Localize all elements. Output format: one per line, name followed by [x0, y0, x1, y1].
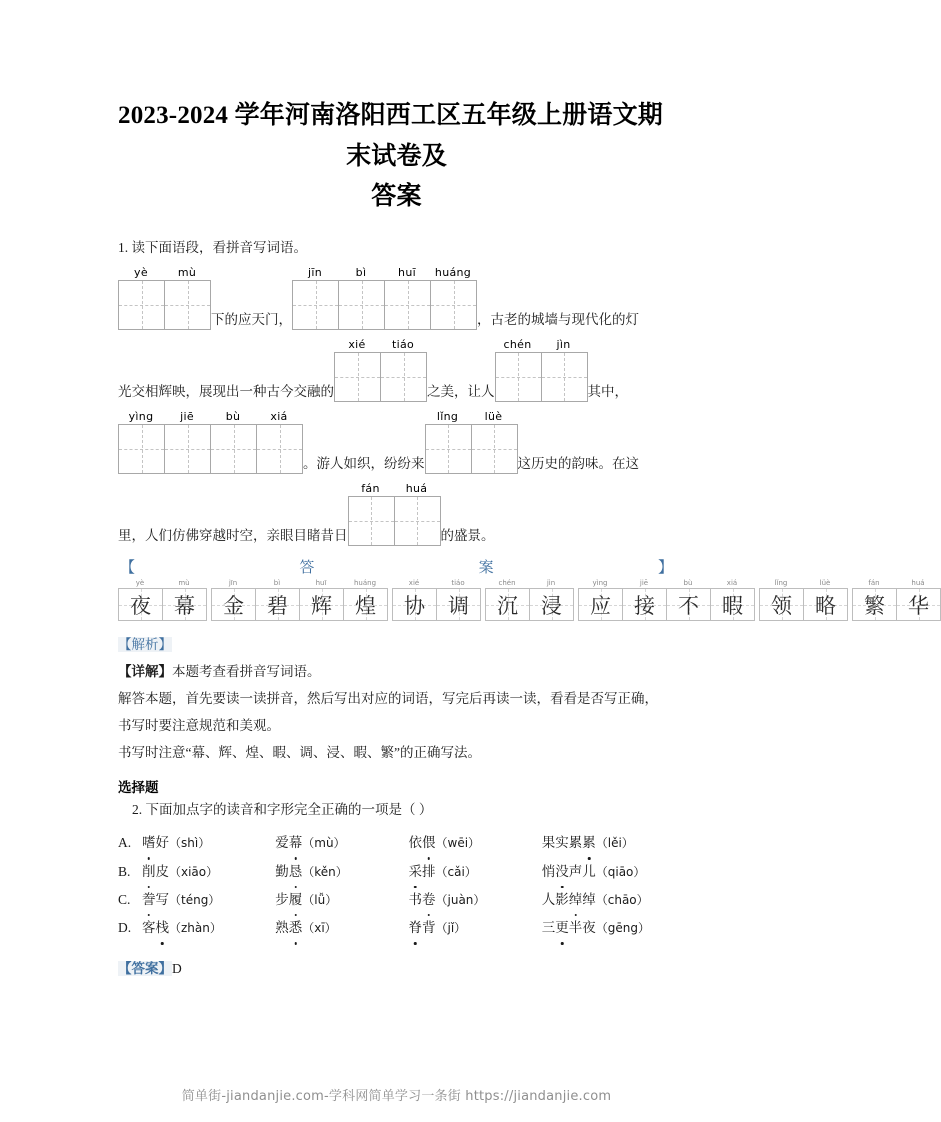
answer-character: 协: [404, 593, 425, 618]
answer-grid-row: [118, 579, 929, 621]
answer-pinyin-label: chén: [498, 579, 516, 588]
dotted-character: 誊: [142, 886, 156, 914]
word-prefix: 三: [541, 920, 556, 936]
option-word-entry: [142, 914, 275, 942]
dotted-character: 悉: [289, 914, 303, 942]
answer-word-group: [485, 579, 574, 621]
option-word-entry: [142, 858, 275, 886]
pinyin-label: huá: [405, 482, 428, 496]
answer-character: 华: [908, 593, 929, 618]
tianzige-blank-group[interactable]: [118, 266, 211, 330]
cloze-text: 里，人们仿佛穿越时空，亲眼目睹昔日: [118, 528, 348, 544]
answer-pinyin-label: tiáo: [451, 579, 465, 588]
answer-pinyin-row: [852, 579, 941, 588]
section-heading-choice: 选择题: [118, 780, 159, 796]
tianzige-cell[interactable]: [542, 353, 588, 401]
option-pinyin: （jǐ）: [435, 921, 467, 936]
option-word-entry: [542, 886, 675, 914]
question-1-stem: 1. 读下面语段，看拼音写词语。: [118, 239, 307, 255]
answer-bracket-open: 【: [120, 560, 136, 577]
option-pinyin: （shì）: [169, 836, 211, 851]
tianzige-cell[interactable]: [385, 281, 431, 329]
pinyin-label: tiáo: [391, 338, 415, 352]
page-content: [0, 236, 929, 977]
answer-pinyin-label: fán: [868, 579, 880, 588]
option-items: [142, 886, 675, 914]
answer-cells: [118, 588, 207, 621]
answer-cell: [437, 589, 481, 620]
answer-pinyin-label: huī: [315, 579, 327, 588]
answer-character: 繁: [864, 593, 885, 618]
option-items: [142, 858, 675, 886]
answer-character: 碧: [267, 593, 288, 618]
option-pinyin: （wēi）: [435, 836, 481, 851]
word-suffix: 声儿: [568, 863, 596, 879]
answer-character: 接: [634, 593, 655, 618]
answer-word-group: [392, 579, 481, 621]
tianzige-cell[interactable]: [381, 353, 427, 401]
option-label: B.: [118, 863, 131, 879]
answer-cell: [667, 589, 711, 620]
option-word-entry: [275, 914, 408, 942]
dotted-character: 嗜: [142, 829, 156, 857]
option-word-entry: [542, 829, 675, 857]
cloze-row: [118, 482, 675, 546]
tianzige-cell[interactable]: [335, 353, 381, 401]
dotted-character: 绰: [569, 886, 583, 914]
answer-pinyin-label: bì: [273, 579, 281, 588]
answer-banner-word-1: 答: [299, 560, 315, 577]
cloze-text: 光交相辉映，展现出一种古今交融的: [118, 384, 334, 400]
pinyin-label: xié: [348, 338, 366, 352]
option-word-entry: [542, 858, 675, 886]
cloze-text: 其中，: [587, 384, 628, 400]
tianzige-cell[interactable]: [472, 425, 518, 473]
dotted-character: 更: [555, 914, 569, 942]
pinyin-label: jiē: [180, 410, 194, 424]
question-2-answer-tag: 【答案】: [118, 960, 172, 976]
dotted-character: 没: [555, 858, 569, 886]
word-prefix: 果实累: [541, 835, 583, 851]
cloze-text: ，古老的城墙与现代化的灯: [477, 312, 639, 328]
option-word-entry: [409, 858, 542, 886]
answer-character: 调: [448, 593, 469, 618]
xiangjie-tag: 【详解】: [118, 664, 172, 680]
question-2-stem: 2. 下面加点字的读音和字形完全正确的一项是（ ）: [132, 802, 433, 818]
analysis-line-4: 书写时注意“幕、辉、煌、暇、调、浸、暇、繁”的正确写法。: [118, 745, 481, 761]
word-prefix: 客: [142, 920, 156, 936]
analysis-jiexi-tag-line: [118, 631, 675, 658]
word-suffix: 绰: [582, 892, 596, 908]
cloze-row: [118, 266, 675, 330]
option-row-a[interactable]: [118, 829, 675, 857]
pinyin-label: mù: [177, 266, 197, 280]
option-pinyin: （xiāo）: [169, 864, 219, 879]
cloze-row: [118, 338, 675, 402]
answer-cell: [486, 589, 530, 620]
answer-cell: [300, 589, 344, 620]
answer-bracket-close: 】: [657, 560, 673, 577]
answer-cell: [711, 589, 755, 620]
answer-pinyin-row: [211, 579, 388, 588]
option-word-entry: [275, 829, 408, 857]
dotted-character: 脊: [409, 914, 423, 942]
answer-cell: [119, 589, 163, 620]
option-label: C.: [118, 892, 131, 908]
cloze-text: 下的应天门，: [211, 312, 292, 328]
answer-cells: [392, 588, 481, 621]
question-2-options: [118, 829, 675, 942]
answer-word-group: [118, 579, 207, 621]
dotted-character: 偎: [422, 829, 436, 857]
pinyin-label: lüè: [484, 410, 503, 424]
pinyin-label: jìn: [556, 338, 571, 352]
answer-character: 金: [223, 593, 244, 618]
answer-cells: [852, 588, 941, 621]
option-pinyin: （chāo）: [595, 893, 649, 908]
tianzige-cell[interactable]: [496, 353, 542, 401]
word-suffix: 半夜: [568, 920, 596, 936]
pinyin-label: bì: [355, 266, 367, 280]
dotted-character: 采: [409, 858, 423, 886]
dotted-character: 履: [289, 886, 303, 914]
answer-character: 应: [590, 593, 611, 618]
option-word-entry: [409, 829, 542, 857]
tianzige-cell[interactable]: [257, 425, 303, 473]
option-pinyin: （cǎi）: [435, 864, 477, 879]
option-pinyin: （téng）: [169, 893, 221, 908]
answer-cell: [393, 589, 437, 620]
option-pinyin: （juàn）: [435, 893, 486, 908]
pinyin-label: fán: [361, 482, 380, 496]
answer-pinyin-label: bù: [683, 579, 693, 588]
answer-cells: [485, 588, 574, 621]
answer-pinyin-label: xiá: [726, 579, 738, 588]
option-pinyin: （lǚ）: [302, 893, 338, 908]
answer-banner-word-2: 案: [478, 560, 494, 577]
answer-character: 暇: [722, 593, 743, 618]
word-suffix: 排: [422, 863, 436, 879]
question-2-answer-line: [118, 957, 675, 977]
pinyin-label: bù: [225, 410, 241, 424]
answer-character: 煌: [355, 593, 376, 618]
analysis-line-3: 书写时要注意规范和美观。: [118, 718, 280, 734]
option-row-d[interactable]: [118, 914, 675, 942]
word-prefix: 熟: [275, 920, 289, 936]
pinyin-label: lǐng: [436, 410, 459, 424]
tianzige-cells: [425, 424, 518, 474]
tianzige-cell[interactable]: [339, 281, 385, 329]
word-prefix: 人影: [541, 892, 569, 908]
tianzige-blank-group[interactable]: [118, 410, 303, 474]
option-label: D.: [118, 920, 132, 936]
pinyin-row: [118, 266, 211, 280]
pinyin-label: jīn: [308, 266, 322, 280]
answer-word-group: [578, 579, 755, 621]
pinyin-row: [425, 410, 518, 424]
answer-word-group: [211, 579, 388, 621]
answer-pinyin-label: lüè: [819, 579, 831, 588]
word-suffix: 好: [155, 835, 169, 851]
option-word-entry: [542, 914, 675, 942]
tianzige-blank-group[interactable]: [495, 338, 588, 402]
option-pinyin: （lěi）: [595, 836, 634, 851]
option-word-entry: [275, 886, 408, 914]
pinyin-row: [334, 338, 427, 352]
answer-pinyin-label: yìng: [592, 579, 608, 588]
tianzige-cell[interactable]: [349, 497, 395, 545]
pinyin-row: [348, 482, 441, 496]
option-items: [142, 914, 675, 942]
word-prefix: 爱: [275, 835, 289, 851]
tianzige-cell[interactable]: [165, 281, 211, 329]
tianzige-cell[interactable]: [395, 497, 441, 545]
option-word-entry: [275, 858, 408, 886]
answer-pinyin-row: [578, 579, 755, 588]
word-prefix: 步: [275, 892, 289, 908]
answer-cell: [212, 589, 256, 620]
answer-banner: [118, 556, 675, 577]
tianzige-cell[interactable]: [431, 281, 477, 329]
pinyin-label: huáng: [434, 266, 472, 280]
word-suffix: 皮: [155, 863, 169, 879]
answer-cells: [211, 588, 388, 621]
pinyin-row: [118, 410, 303, 424]
jiexi-tag: 【解析】: [118, 637, 172, 653]
answer-cell: [579, 589, 623, 620]
dotted-character: 削: [142, 858, 156, 886]
dotted-character: 幕: [289, 829, 303, 857]
word-prefix: 依: [408, 835, 422, 851]
answer-cells: [759, 588, 848, 621]
pinyin-label: yìng: [128, 410, 154, 424]
tianzige-cell[interactable]: [119, 281, 165, 329]
option-row-b[interactable]: [118, 858, 675, 886]
answer-pinyin-label: lǐng: [774, 579, 788, 588]
answer-pinyin-label: jīn: [228, 579, 238, 588]
tianzige-cell[interactable]: [119, 425, 165, 473]
option-items: [142, 829, 675, 857]
analysis-xiangjie-line: [118, 658, 675, 685]
tianzige-cell[interactable]: [426, 425, 472, 473]
answer-cell: [760, 589, 804, 620]
tianzige-cell[interactable]: [211, 425, 257, 473]
dotted-character: 栈: [156, 914, 170, 942]
cloze-text: 的盛景。: [440, 528, 495, 544]
tianzige-cell[interactable]: [293, 281, 339, 329]
answer-pinyin-label: xié: [408, 579, 420, 588]
answer-cell: [344, 589, 388, 620]
word-prefix: 书: [408, 892, 422, 908]
answer-cell: [163, 589, 207, 620]
option-word-entry: [409, 914, 542, 942]
question-1-cloze-passage: [118, 266, 675, 546]
option-word-entry: [142, 886, 275, 914]
dotted-character: 卷: [422, 886, 436, 914]
answer-cell: [853, 589, 897, 620]
tianzige-blank-group[interactable]: [292, 266, 477, 330]
answer-pinyin-row: [759, 579, 848, 588]
tianzige-blank-group[interactable]: [425, 410, 518, 474]
answer-cells: [578, 588, 755, 621]
answer-pinyin-row: [392, 579, 481, 588]
tianzige-cell[interactable]: [165, 425, 211, 473]
tianzige-blank-group[interactable]: [348, 482, 441, 546]
answer-cell: [897, 589, 941, 620]
answer-pinyin-label: yè: [135, 579, 145, 588]
answer-character: 幕: [174, 593, 195, 618]
answer-cell: [256, 589, 300, 620]
answer-pinyin-row: [485, 579, 574, 588]
word-suffix: 写: [155, 892, 169, 908]
answer-character: 不: [678, 593, 699, 618]
option-label: A.: [118, 835, 132, 851]
dotted-character: 累: [582, 829, 596, 857]
cloze-text: 之美，让人: [427, 384, 495, 400]
cloze-row: [118, 410, 675, 474]
answer-pinyin-row: [118, 579, 207, 588]
cloze-text: 。游人如织，纷纷来: [303, 456, 425, 472]
tianzige-cells: [292, 280, 477, 330]
analysis-line-2: 解答本题，首先要读一读拼音，然后写出对应的词语，写完后再读一读，看看是否写正确，: [118, 691, 658, 707]
tianzige-cells: [118, 280, 211, 330]
xiangjie-text: 本题考查看拼音写词语。: [172, 664, 321, 680]
tianzige-blank-group[interactable]: [334, 338, 427, 402]
answer-cell: [530, 589, 574, 620]
option-word-entry: [142, 829, 275, 857]
tianzige-cells: [495, 352, 588, 402]
cloze-text: 这历史的韵味。在这: [517, 456, 639, 472]
question-2-answer-value: D: [172, 960, 182, 976]
dotted-character: 恳: [289, 858, 303, 886]
answer-cell: [623, 589, 667, 620]
tianzige-cells: [118, 424, 303, 474]
pinyin-label: xiá: [270, 410, 288, 424]
answer-pinyin-label: huáng: [353, 579, 377, 588]
answer-character: 浸: [541, 593, 562, 618]
answer-character: 领: [771, 593, 792, 618]
answer-pinyin-label: mù: [178, 579, 190, 588]
option-row-c[interactable]: [118, 886, 675, 914]
pinyin-label: chén: [503, 338, 532, 352]
option-pinyin: （mù）: [302, 836, 346, 851]
answer-character: 略: [815, 593, 836, 618]
answer-character: 夜: [130, 593, 151, 618]
page-title-line-2: 答案: [371, 183, 422, 210]
option-pinyin: （zhàn）: [169, 921, 222, 936]
option-pinyin: （xī）: [302, 921, 337, 936]
answer-pinyin-label: jìn: [546, 579, 556, 588]
answer-pinyin-label: huá: [911, 579, 925, 588]
pinyin-row: [495, 338, 588, 352]
option-pinyin: （kěn）: [302, 864, 348, 879]
pinyin-label: yè: [134, 266, 148, 280]
option-word-entry: [409, 886, 542, 914]
answer-word-group: [759, 579, 848, 621]
option-pinyin: （qiāo）: [595, 864, 646, 879]
page-title-line-1: 2023-2024 学年河南洛阳西工区五年级上册语文期末试卷及: [118, 102, 663, 170]
answer-pinyin-label: jiē: [639, 579, 649, 588]
pinyin-row: [292, 266, 477, 280]
footer-watermark: 简单街-jiandanjie.com-学科网简单学习一条街 https://jiandanjie.com: [181, 1089, 612, 1104]
option-pinyin: （gēng）: [595, 921, 650, 936]
answer-character: 沉: [497, 593, 518, 618]
tianzige-cells: [334, 352, 427, 402]
answer-cell: [804, 589, 848, 620]
word-suffix: 背: [422, 920, 436, 936]
page-title: [0, 0, 793, 218]
tianzige-cells: [348, 496, 441, 546]
answer-word-group: [852, 579, 941, 621]
word-prefix: 悄: [541, 863, 556, 879]
word-prefix: 勤: [275, 863, 289, 879]
answer-character: 辉: [311, 593, 332, 618]
pinyin-label: huī: [398, 266, 416, 280]
